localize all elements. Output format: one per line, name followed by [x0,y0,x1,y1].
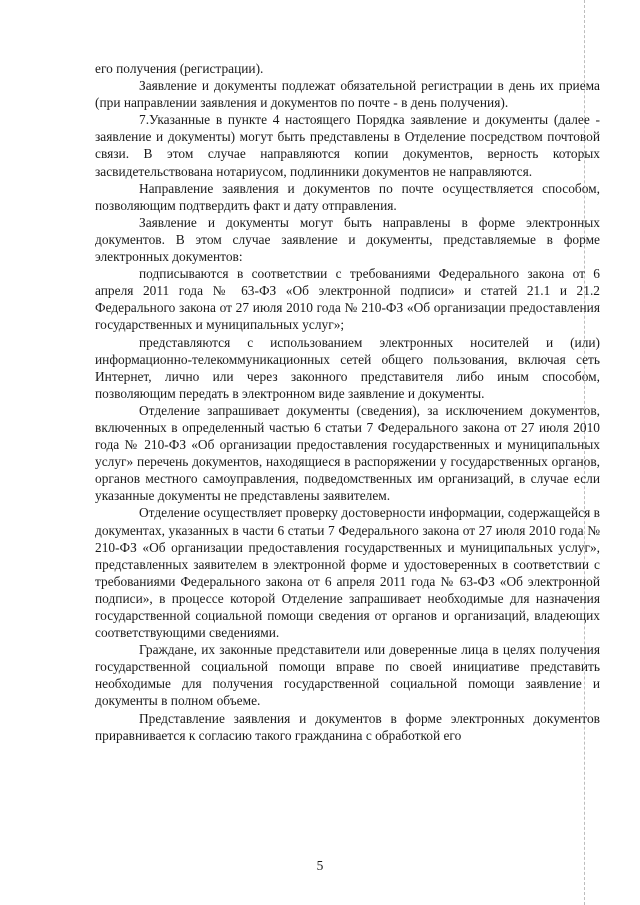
page-number: 5 [316,858,324,873]
paragraph-citizens-initiative: Граждане, их законные представители или доверенные лица в целях получения государственной социальной помощи вправе по своей инициативе представить необходимые для получения государственной социальной помощи заявление и документы в полном объеме. [95,642,600,709]
paragraph-postal-sending: Направление заявления и документов по почте осуществляется способом, позволяющим подтвердить факт и дату отправления. [95,180,600,213]
paragraph-consent: Представление заявления и документов в форме электронных документов приравнивается к согласию такого гражданина с обработкой его [95,710,600,743]
paragraph-electronic-media: представляются с использованием электронных носителей и (или) информационно-телекоммуникационных сетей общего пользования, включая сеть Интернет, лично или через законного представителя либо иным способом, позволяющим передать в электронном виде заявление и документы. [95,334,600,401]
paragraph-electronic-form: Заявление и документы могут быть направлены в форме электронных документов. В этом случае заявление и документы, представляемые в форме электронных документов: [95,214,600,265]
paragraph-verification: Отделение осуществляет проверку достоверности информации, содержащейся в документах, указанных в части 6 статьи 7 Федерального закона от 27 июля 2010 года № 210-ФЗ «Об организации предоставления государственных и муниципальных услуг», представленных заявителем в электронной форме и удостоверенных в соответствии с требованиями Федерального закона от 6 апреля 2011 года № 63-ФЗ «Об электронной подписи», в процессе которой Отделение запрашивает необходимые для назначения государственной социальной помощи сведения от органов и организаций, владеющих соответствующими сведениями. [95,505,600,641]
paragraph-registration: Заявление и документы подлежат обязательной регистрации в день их приема (при направлении заявления и документов по почте - в день получения). [95,78,600,111]
paragraph-signature-requirements: подписываются в соответствии с требованиями Федерального закона от 6 апреля 2011 года № 63-ФЗ «Об электронной подписи» и статей 21.1 и 21.2 Федерального закона от 27 июля 2010 года № 210-ФЗ «Об организации предоставления государственных и муниципальных услуг»; [95,266,600,333]
document-body [95,60,600,744]
paragraph-continuation: его получения (регистрации). [95,61,264,76]
paragraph-department-requests: Отделение запрашивает документы (сведения), за исключением документов, включенных в определенный частью 6 статьи 7 Федерального закона от 27 июля 2010 года № 210-ФЗ «Об организации предоставления государственных и муниципальных услуг» перечень документов, находящиеся в распоряжении у государственных органов, органов местного самоуправления, подведомственных им организаций, в случае если указанные документы не представлены заявителем. [95,402,600,504]
paragraph-item-7: 7.Указанные в пункте 4 настоящего Порядка заявление и документы (далее - заявление и документы) могут быть представлены в Отделение посредством почтовой связи. В этом случае направляются копии документов, верность которых засвидетельствована нотариусом, подлинники документов не направляются. [95,112,600,179]
